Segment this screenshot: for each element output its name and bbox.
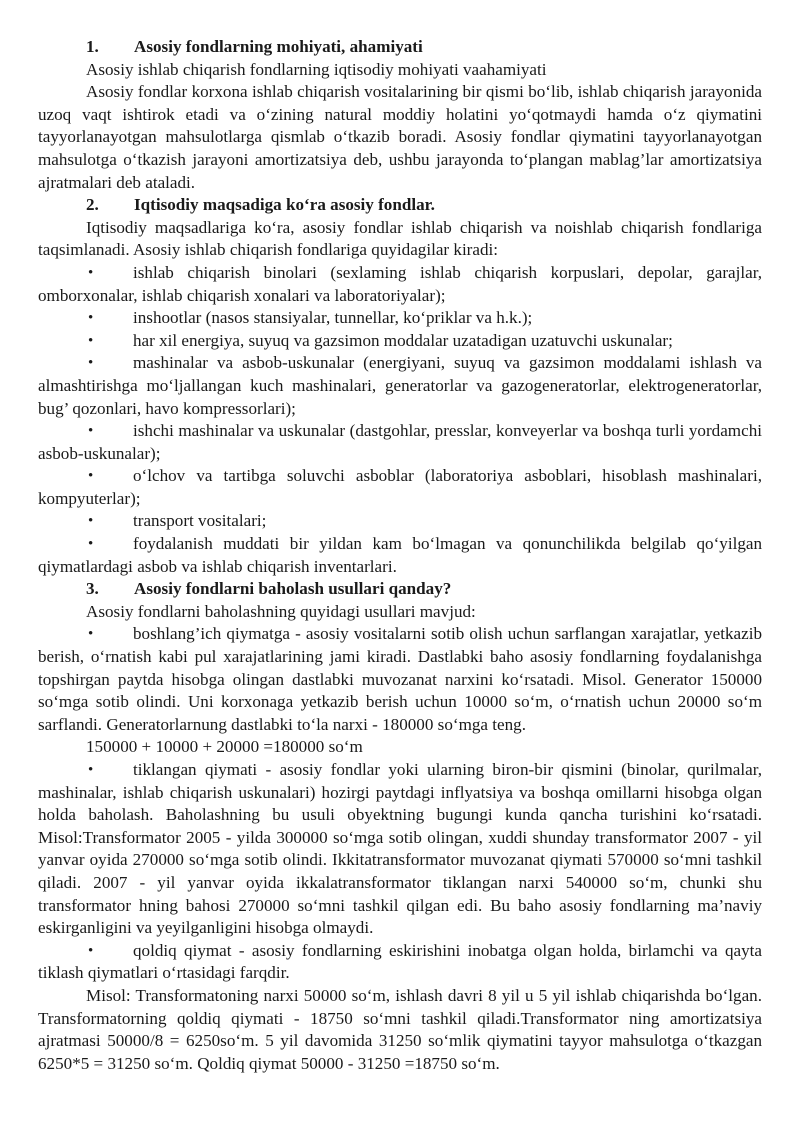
list-item: [38, 465, 762, 510]
list-item-text: o‘lchov va tartibga soluvchi asboblar (laboratoriya asboblari, hisoblash mashinalari, kompyuterlar);: [38, 466, 762, 508]
list-item-text: tiklangan qiymati - asosiy fondlar yoki ularning biron-bir qismini (binolar, qurilmalar, mashinalar, ishlab chiqarish uskunalari) hozirgi paytdagi inflyatsiya va boshqa omillarni hisobga olgan holda baholash. Baholashning bu usuli obyektning bugungi kunda qancha turishini ko‘rsatadi. Misol:Transformator 2005 - yilda 300000 so‘mga sotib olingan, xuddi shunday transformator 2007 - yil yanvar oyida 270000 so‘mga sotib olindi. Ikkitatransformator muvozanat qiymati 570000 so‘mni tashkil qiladi. 2007 - yil yanvar oyida ikkalatransformator tiklangan narxi 540000 so‘m, chunki shu transformator hning bahosi 270000 so‘mni tashkil qilgan edi. Bu baho asosiy fondlarning ma’naviy eskirganligini va yeyilganligini hisobga olmaydi.: [38, 760, 762, 938]
bullet-icon: •: [88, 468, 94, 485]
section-title: Asosiy fondlarning mohiyati, ahamiyati: [134, 37, 423, 56]
list-item: [38, 307, 762, 330]
bullet-icon: •: [88, 762, 94, 778]
list-item: [38, 533, 762, 578]
bullet-icon: •: [88, 423, 94, 440]
list-item: [38, 262, 762, 307]
section-heading-3: [38, 578, 762, 601]
list-item: [38, 940, 762, 985]
section-number: 1.: [86, 37, 99, 56]
section-title: Asosiy fondlarni baholash usullari qanday?: [134, 579, 452, 599]
paragraph: Asosiy ishlab chiqarish fondlarning iqtisodiy mohiyati vaahamiyati: [86, 59, 547, 79]
bullet-icon: •: [88, 536, 94, 553]
bullet-icon: •: [88, 310, 94, 327]
list-item-text: boshlang’ich qiymatga - asosiy vositalarni sotib olish uchun sarflangan xarajatlar, yetkazib berish, o‘rnatish kabi pul xarajatlarining jami kiradi. Dastlabki baho asosiy fondlarning foydalanishga topshirgan paytda hisobga olingan dastlabki muvozanat narxini ko‘rsatadi. Misol. Generator 150000 so‘mga sotib olindi. Uni korxonaga yetkazib berish uchun 10000 so‘m, o‘rnatish uchun 20000 so‘m sarflandi. Generatorlarnung dastlabki to‘la narxi - 180000 so‘mga teng.: [38, 624, 762, 734]
section-title: Iqtisodiy maqsadiga ko‘ra asosiy fondlar.: [134, 195, 435, 215]
paragraph: Iqtisodiy maqsadlariga ko‘ra, asosiy fondlar ishlab chiqarish va noishlab chiqarish fondlariga taqsimlanadi. Asosiy ishlab chiqarish fondlariga quyidagilar kiradi:: [38, 217, 762, 260]
list-item: [38, 420, 762, 465]
bullet-icon: •: [88, 332, 94, 349]
bullet-icon: •: [88, 626, 94, 643]
paragraph: Asosiy fondlarni baholashning quyidagi usullari mavjud:: [86, 601, 476, 621]
list-item-text: mashinalar va asbob-uskunalar (energiyani, suyuq va gazsimon moddalami ishlash va almashtirishga mo‘ljallangan kuch mashinalari, generatorlar va gazogeneratorlar, elektrogeneratorlar, bug’ qozonlari, havo kompressorlari);: [38, 353, 762, 418]
section-heading-1: [38, 36, 762, 59]
bullet-icon: •: [88, 355, 94, 372]
list-item: [38, 352, 762, 420]
paragraph: Asosiy fondlar korxona ishlab chiqarish vositalarining bir qismi bo‘lib, ishlab chiqarish jarayonida uzoq vaqt ishtirok etadi va o‘zining natural moddiy holatini yo‘qotmaydi hamda o‘z qiymatini tayyorlanayotgan mahsulotlarga qismlab o‘tkazib boradi. Asosiy fondlar qiymatini tayyorlanayotgan mahsulotga o‘tkazish jarayoni amortizatsiya deb, ushbu jarayonda to‘plangan mablag’lar amortizatsiya ajratmalari deb ataladi.: [38, 82, 762, 192]
paragraph: Misol: Transformatoning narxi 50000 so‘m, ishlash davri 8 yil u 5 yil ishlab chiqarishda bo‘lgan. Transformatorning qoldiq qiymati - 18750 so‘mni tashkil qiladi.Transformator ning amortizatsiya ajratmasi 50000/8 = 6250so‘m. 5 yil davomida 31250 so‘mlik qiymatini tayyor mahsulotga o‘tkazgan 6250*5 = 31250 so‘m. Qoldiq qiymat 50000 - 31250 =18750 so‘m.: [38, 985, 762, 1073]
list-item: [38, 759, 762, 940]
formula: 150000 + 10000 + 20000 =180000 so‘m: [86, 737, 363, 757]
list-item-text: qoldiq qiymat - asosiy fondlarning eskirishini inobatga olgan holda, birlamchi va qayta tiklash qiymatlari o‘rtasidagi farqdir.: [38, 940, 762, 983]
list-item: [38, 510, 762, 533]
bullet-icon: •: [88, 513, 94, 530]
list-item: [38, 623, 762, 736]
bullet-icon: •: [88, 942, 94, 959]
bullet-icon: •: [88, 264, 94, 281]
list-item-text: foydalanish muddati bir yildan kam bo‘lmagan va qonunchilikda belgilab qo‘yilgan qiymatlardagi asbob va ishlab chiqarish inventarlari.: [38, 534, 762, 576]
section-number: 3.: [86, 579, 99, 599]
list-item-text: transport vositalari;: [133, 511, 267, 531]
list-item-text: har xil energiya, suyuq va gazsimon moddalar uzatadigan uzatuvchi uskunalar;: [133, 330, 673, 350]
list-item: [38, 330, 762, 353]
list-item-text: ishlab chiqarish binolari (sexlaming ishlab chiqarish korpuslari, depolar, garajlar, omborxonalar, ishlab chiqarish xonalari va laboratoriyalar);: [38, 262, 762, 305]
section-heading-2: [38, 194, 762, 217]
section-number: 2.: [86, 195, 99, 215]
list-item-text: inshootlar (nasos stansiyalar, tunnellar, ko‘priklar va h.k.);: [133, 308, 533, 328]
list-item-text: ishchi mashinalar va uskunalar (dastgohlar, presslar, konveyerlar va boshqa turli yordamchi asbob-uskunalar);: [38, 421, 762, 463]
